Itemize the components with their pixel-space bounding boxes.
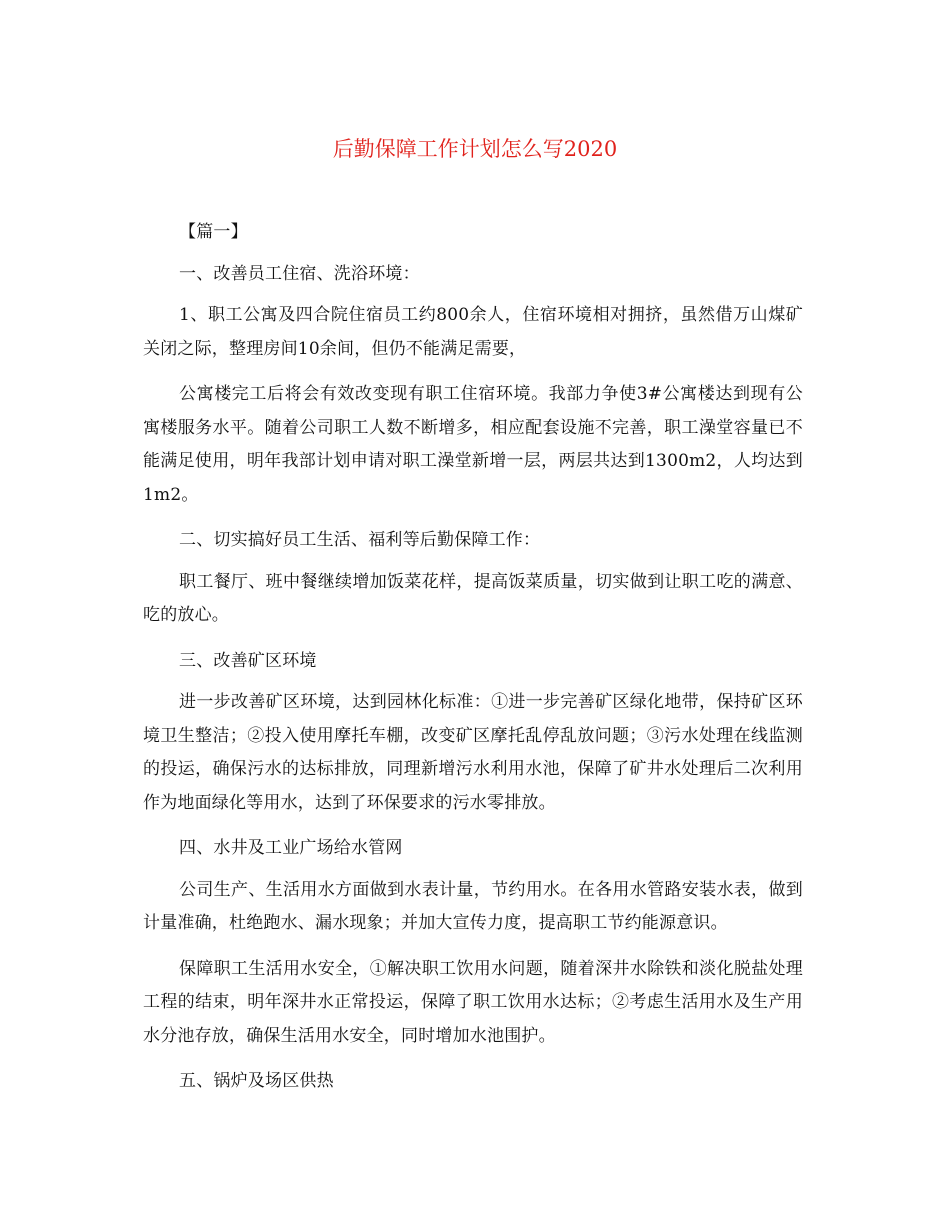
document-title: 后勤保障工作计划怎么写2020 bbox=[332, 137, 618, 161]
heading-5: 五、锅炉及场区供热 bbox=[179, 1071, 334, 1091]
heading-2: 二、切实搞好员工生活、福利等后勤保障工作： bbox=[179, 530, 541, 550]
paragraph-6: 保障职工生活用水安全，①解决职工饮用水问题，随着深井水除铁和淡化脱盐处理工程的结束，明年深井水正常投运，保障了职工饮用水达标；②考虑生活用水及生产用水分池存放，确保生活用水安全，同时增加水池围护。 bbox=[143, 958, 803, 1046]
paragraph-3: 职工餐厅、班中餐继续增加饭菜花样，提高饭菜质量，切实做到让职工吃的满意、吃的放心。 bbox=[143, 571, 803, 625]
paragraph-4: 进一步改善矿区环境，达到园林化标准：①进一步完善矿区绿化地带，保持矿区环境卫生整洁；②投入使用摩托车棚，改变矿区摩托乱停乱放问题；③污水处理在线监测的投运，确保污水的达标排放，同理新增污水利用水池，保障了矿井水处理后二次利用作为地面绿化等用水，达到了环保要求的污水零排放。 bbox=[143, 692, 803, 813]
heading-1: 一、改善员工住宿、洗浴环境： bbox=[179, 263, 420, 284]
paragraph-5: 公司生产、生活用水方面做到水表计量，节约用水。在各用水管路安装水表，做到计量准确，杜绝跑水、漏水现象；并加大宣传力度，提高职工节约能源意识。 bbox=[143, 879, 803, 933]
heading-4: 四、水井及工业广场给水管网 bbox=[179, 838, 403, 858]
paragraph-2: 公寓楼完工后将会有效改变现有职工住宿环境。我部力争使3#公寓楼达到现有公寓楼服务水平。随着公司职工人数不断增多，相应配套设施不完善，职工澡堂容量已不能满足使用，明年我部计划申请对职工澡堂新增一层，两层共达到1300m2，人均达到1m2。 bbox=[143, 384, 803, 505]
heading-3: 三、改善矿区环境 bbox=[179, 650, 317, 671]
section-label: 【篇一】 bbox=[179, 222, 248, 242]
document-body bbox=[143, 216, 803, 1107]
paragraph-1: 1、职工公寓及四合院住宿员工约800余人，住宿环境相对拥挤，虽然借万山煤矿关闭之际，整理房间10余间，但仍不能满足需要， bbox=[143, 305, 803, 359]
